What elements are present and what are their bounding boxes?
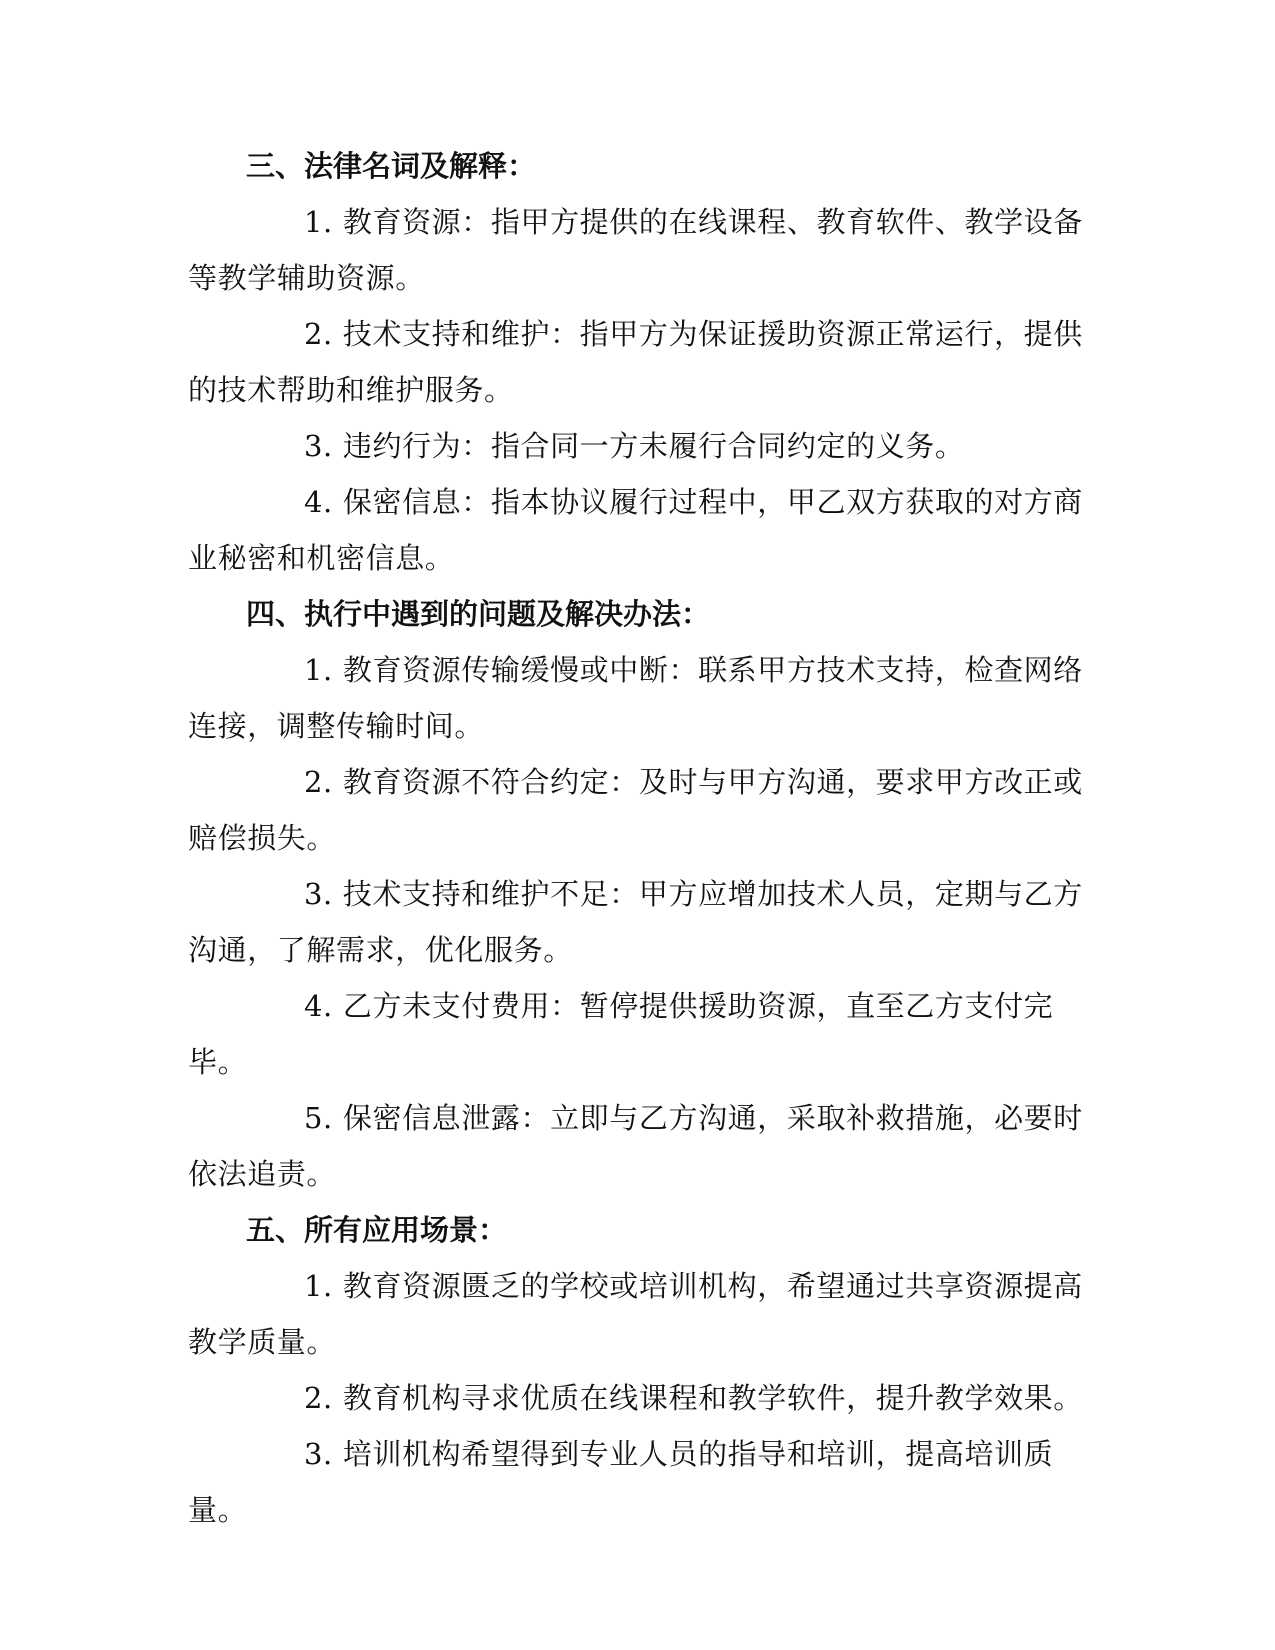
item-number: 5.: [304, 1101, 333, 1135]
item-text: 教育资源匮乏的学校或培训机构，希望通过共享资源提高教学质量。: [188, 1269, 1083, 1359]
list-item: [188, 418, 1088, 474]
list-item: [188, 1426, 1088, 1538]
item-text: 技术支持和维护：指甲方为保证援助资源正常运行，提供的技术帮助和维护服务。: [188, 317, 1083, 407]
item-number: 3.: [304, 877, 333, 911]
item-number: 4.: [304, 989, 333, 1023]
item-text: 培训机构希望得到专业人员的指导和培训，提高培训质量。: [188, 1437, 1054, 1527]
item-number: 1.: [304, 653, 333, 687]
item-number: 2.: [304, 1381, 333, 1415]
list-item: [188, 978, 1088, 1090]
item-text: 教育资源不符合约定：及时与甲方沟通，要求甲方改正或赔偿损失。: [188, 765, 1083, 855]
item-text: 技术支持和维护不足：甲方应增加技术人员，定期与乙方沟通，了解需求，优化服务。: [188, 877, 1083, 967]
item-number: 2.: [304, 317, 333, 351]
section-heading-problems-solutions: 四、执行中遇到的问题及解决办法：: [246, 597, 711, 631]
item-number: 3.: [304, 429, 333, 463]
item-text: 教育资源：指甲方提供的在线课程、教育软件、教学设备等教学辅助资源。: [188, 205, 1083, 295]
list-item: [188, 194, 1088, 306]
item-text: 教育机构寻求优质在线课程和教学软件，提升教学效果。: [342, 1381, 1083, 1415]
item-text: 违约行为：指合同一方未履行合同约定的义务。: [342, 429, 965, 463]
section-heading-application-scenarios: 五、所有应用场景：: [246, 1213, 508, 1247]
item-text: 乙方未支付费用：暂停提供援助资源，直至乙方支付完毕。: [188, 989, 1054, 1079]
item-text: 保密信息：指本协议履行过程中，甲乙双方获取的对方商业秘密和机密信息。: [188, 485, 1083, 575]
list-item: [188, 474, 1088, 586]
list-item: [188, 1370, 1088, 1426]
item-number: 3.: [304, 1437, 333, 1471]
list-item: [188, 866, 1088, 978]
document-body: [188, 138, 1088, 1538]
item-text: 保密信息泄露：立即与乙方沟通，采取补救措施，必要时依法追责。: [188, 1101, 1083, 1191]
list-item: [188, 1090, 1088, 1202]
list-item: [188, 1258, 1088, 1370]
item-number: 1.: [304, 1269, 333, 1303]
item-text: 教育资源传输缓慢或中断：联系甲方技术支持，检查网络连接，调整传输时间。: [188, 653, 1083, 743]
item-number: 1.: [304, 205, 333, 239]
item-number: 4.: [304, 485, 333, 519]
list-item: [188, 306, 1088, 418]
section-heading-legal-terms: 三、法律名词及解释：: [246, 149, 537, 183]
item-number: 2.: [304, 765, 333, 799]
list-item: [188, 642, 1088, 754]
list-item: [188, 754, 1088, 866]
